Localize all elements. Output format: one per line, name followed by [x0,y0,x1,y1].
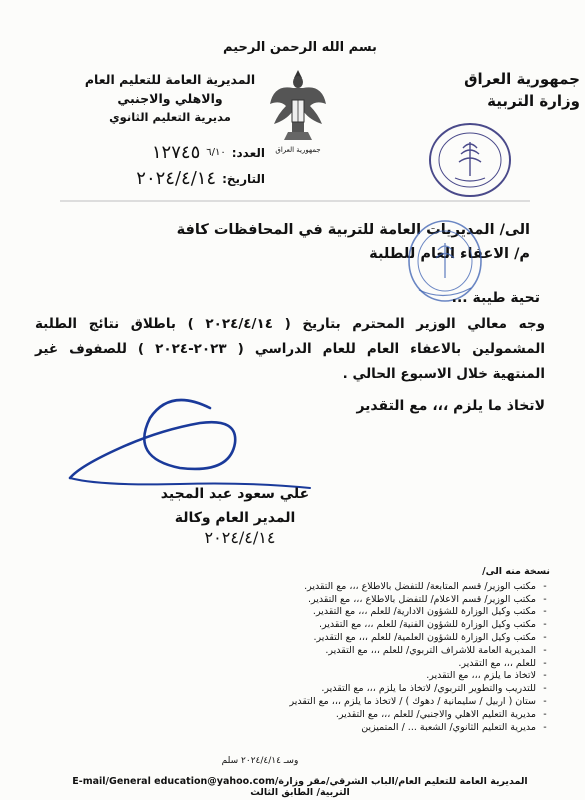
reference-date-row [35,166,265,192]
list-item: - مكتب وكيل الوزارة للشؤون الفنية/ للعلم ،،، مع التقدير. [319,619,547,631]
number-value: ١٢٧٤٥ [151,142,201,163]
signatory-title: المدير العام وكالة [174,510,296,526]
footer-reference: وسـ ٢٠٢٤/٤/١٤ سلم [221,756,299,766]
list-item: - مكتب وكيل الوزارة للشؤون الادارية/ للعلم ،،، مع التقدير. [312,606,547,618]
date-value: ٢٠٢٤/٤/١٤ [136,168,217,189]
number-label: العدد: [231,146,265,160]
reference-block [35,140,265,192]
recipient-line: الى/ المديريات العامة للتربية في المحافظات كافة [176,222,530,238]
signature-date: ٢٠٢٤/٤/١٤ [204,528,276,547]
list-item: - مكتب الوزير/ قسم الاعلام/ للتفضل بالاطلاع ،،، مع التقدير. [307,593,547,605]
org-directorate-private: والاهلي والاجنبي [117,91,223,106]
org-ministry: وزارة التربية [487,92,580,110]
org-header-left [70,70,270,127]
ministry-seal [425,120,515,200]
ministry-seal-icon [425,120,515,200]
subject-line: م/ الاعفاء العام للطلبة [369,246,530,262]
org-header-right [430,68,580,112]
closing-line: لاتخاذ ما يلزم ،،، مع التقدير [356,398,545,414]
list-item: - لاتخاذ ما يلزم ،،، مع التقدير. [426,670,547,682]
body-paragraph: وجه معالي الوزير المحترم بتاريخ ( ٢٠٢٤/٤/١٤ ) باطلاق نتائج الطلبة المشمولين بالاعفاء العام للعام الدراسي ( ٢٠٢٣-٢٠٢٤ ) للصفوف غير المنتهية خلال الاسبوع الحالي . [35,316,545,382]
number-prefix: ٦/١٠ [206,147,226,158]
list-item: - مديرية التعليم الاهلي والاجنبي/ للعلم ،،، مع التقدير. [335,708,547,720]
copies-title: نسخة منه الى/ [482,566,550,577]
emblem-caption: جمهورية العراق [275,146,321,154]
list-item: - المديرية العامة للاشراف التربوي/ للعلم ،،، مع التقدير. [325,644,547,656]
org-country: جمهورية العراق [464,70,580,88]
copies-list [60,566,550,734]
list-item: - مكتب الوزير/ قسم المتابعة/ للتفضل بالاطلاع ،،، مع التقدير. [304,580,547,592]
list-item: - مكتب وكيل الوزارة للشؤون العلمية/ للعلم ،،، مع التقدير. [313,631,547,643]
basmala: بسم الله الرحمن الرحيم [223,40,377,55]
list-item: - مديرية التعليم الثانوي/ الشعبة ... / المتميزين [361,721,547,733]
reference-number-row [35,140,265,166]
signature-block [110,482,360,530]
footer-address: E-mail/General education@yahoo.com/المديرية العامة للتعليم العام/الباب الشرقي/مقر وزارة التربية/ الطابق الثالث [72,776,528,798]
list-item: - ستان ( اربيل / سليمانية / دهوك ) / لاتخاذ ما يلزم ،،، مع التقدير [289,695,547,707]
list-item: - للعلم ،،، مع التقدير. [458,657,547,669]
date-label: التاريخ: [222,172,265,186]
signatory-name: علي سعود عبد المجيد [160,486,310,502]
iraq-emblem [268,62,328,162]
greeting: تحية طيبة ... [451,290,540,306]
list-item: - للتدريب والتطوير التربوي/ لاتخاذ ما يلزم ،،، مع التقدير. [321,683,547,695]
org-directorate-secondary: مديرية التعليم الثانوي [109,110,231,124]
header-divider [60,200,530,202]
org-directorate-general: المديرية العامة للتعليم العام [84,72,256,87]
